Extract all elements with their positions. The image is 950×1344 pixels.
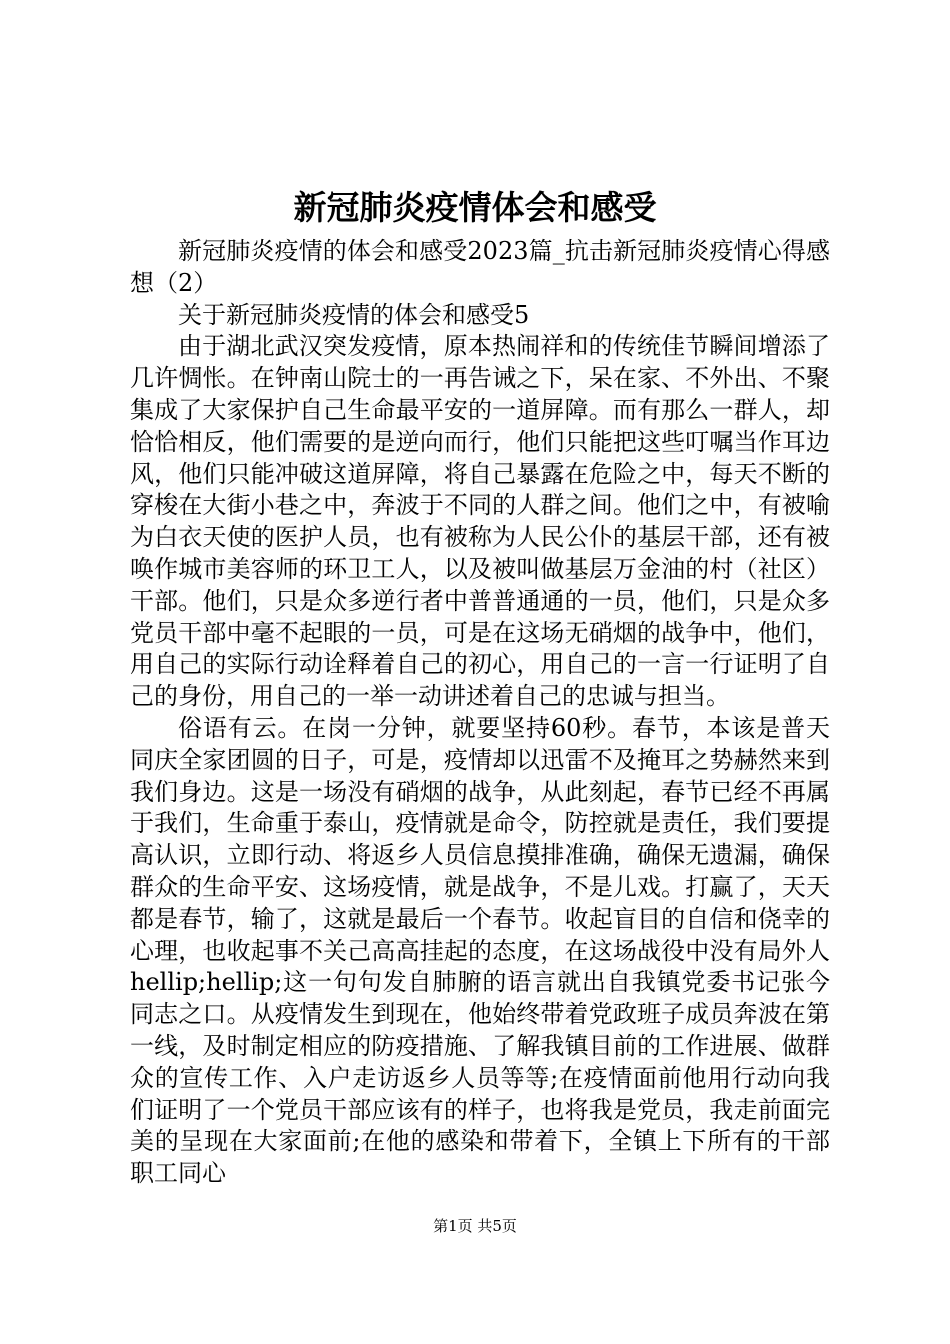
paragraph-body-2: 俗语有云。在岗一分钟，就要坚持60秒。春节，本该是普天同庆全家团圆的日子，可是，疫情却以迅雷不及掩耳之势赫然来到我们身边。这是一场没有硝烟的战争，从此刻起，春节已经不再属于我们，生命重于泰山，疫情就是命令，防控就是责任，我们要提高认识，立即行动、将返乡人员信息摸排准确，确保无遗漏，确保群众的生命平安、这场疫情，就是战争，不是儿戏。打赢了，天天都是春节，输了，这就是最后一个春节。收起盲目的自信和侥幸的心理，也收起事不关己高高挂起的态度，在这场战役中没有局外人hellip;hellip;这一句句发自肺腑的语言就出自我镇党委书记张今同志之口。从疫情发生到现在，他始终带着党政班子成员奔波在第一线，及时制定相应的防疫措施、了解我镇目前的工作进展、做群众的宣传工作、入户走访返乡人员等等;在疫情面前他用行动向我们证明了一个党员干部应该有的样子，也将我是党员，我走前面完美的呈现在大家面前;在他的感染和带着下，全镇上下所有的干部职工同心	[130, 713, 830, 1188]
document-body	[130, 236, 830, 1190]
paragraph-body-1: 由于湖北武汉突发疫情，原本热闹祥和的传统佳节瞬间增添了几许惆怅。在钟南山院士的一再告诫之下，呆在家、不外出、不聚集成了大家保护自己生命最平安的一道屏障。而有那么一群人，却恰恰相反，他们需要的是逆向而行，他们只能把这些叮嘱当作耳边风，他们只能冲破这道屏障，将自己暴露在危险之中，每天不断的穿梭在大街小巷之中，奔波于不同的人群之间。他们之中，有被喻为白衣天使的医护人员，也有被称为人民公仆的基层干部，还有被唤作城市美容师的环卫工人，以及被叫做基层万金油的村（社区）干部。他们，只是众多逆行者中普普通通的一员，他们，只是众多党员干部中毫不起眼的一员，可是在这场无硝烟的战争中，他们，用自己的实际行动诠释着自己的初心，用自己的一言一行证明了自己的身份，用自己的一举一动讲述着自己的忠诚与担当。	[130, 332, 830, 711]
document-title: 新冠肺炎疫情体会和感受	[293, 188, 657, 227]
paragraph-subtitle: 新冠肺炎疫情的体会和感受2023篇_抗击新冠肺炎疫情心得感想（2）	[130, 237, 830, 297]
paragraph-heading: 关于新冠肺炎疫情的体会和感受5	[178, 300, 530, 329]
page-footer: 第1页 共5页	[433, 1217, 517, 1235]
